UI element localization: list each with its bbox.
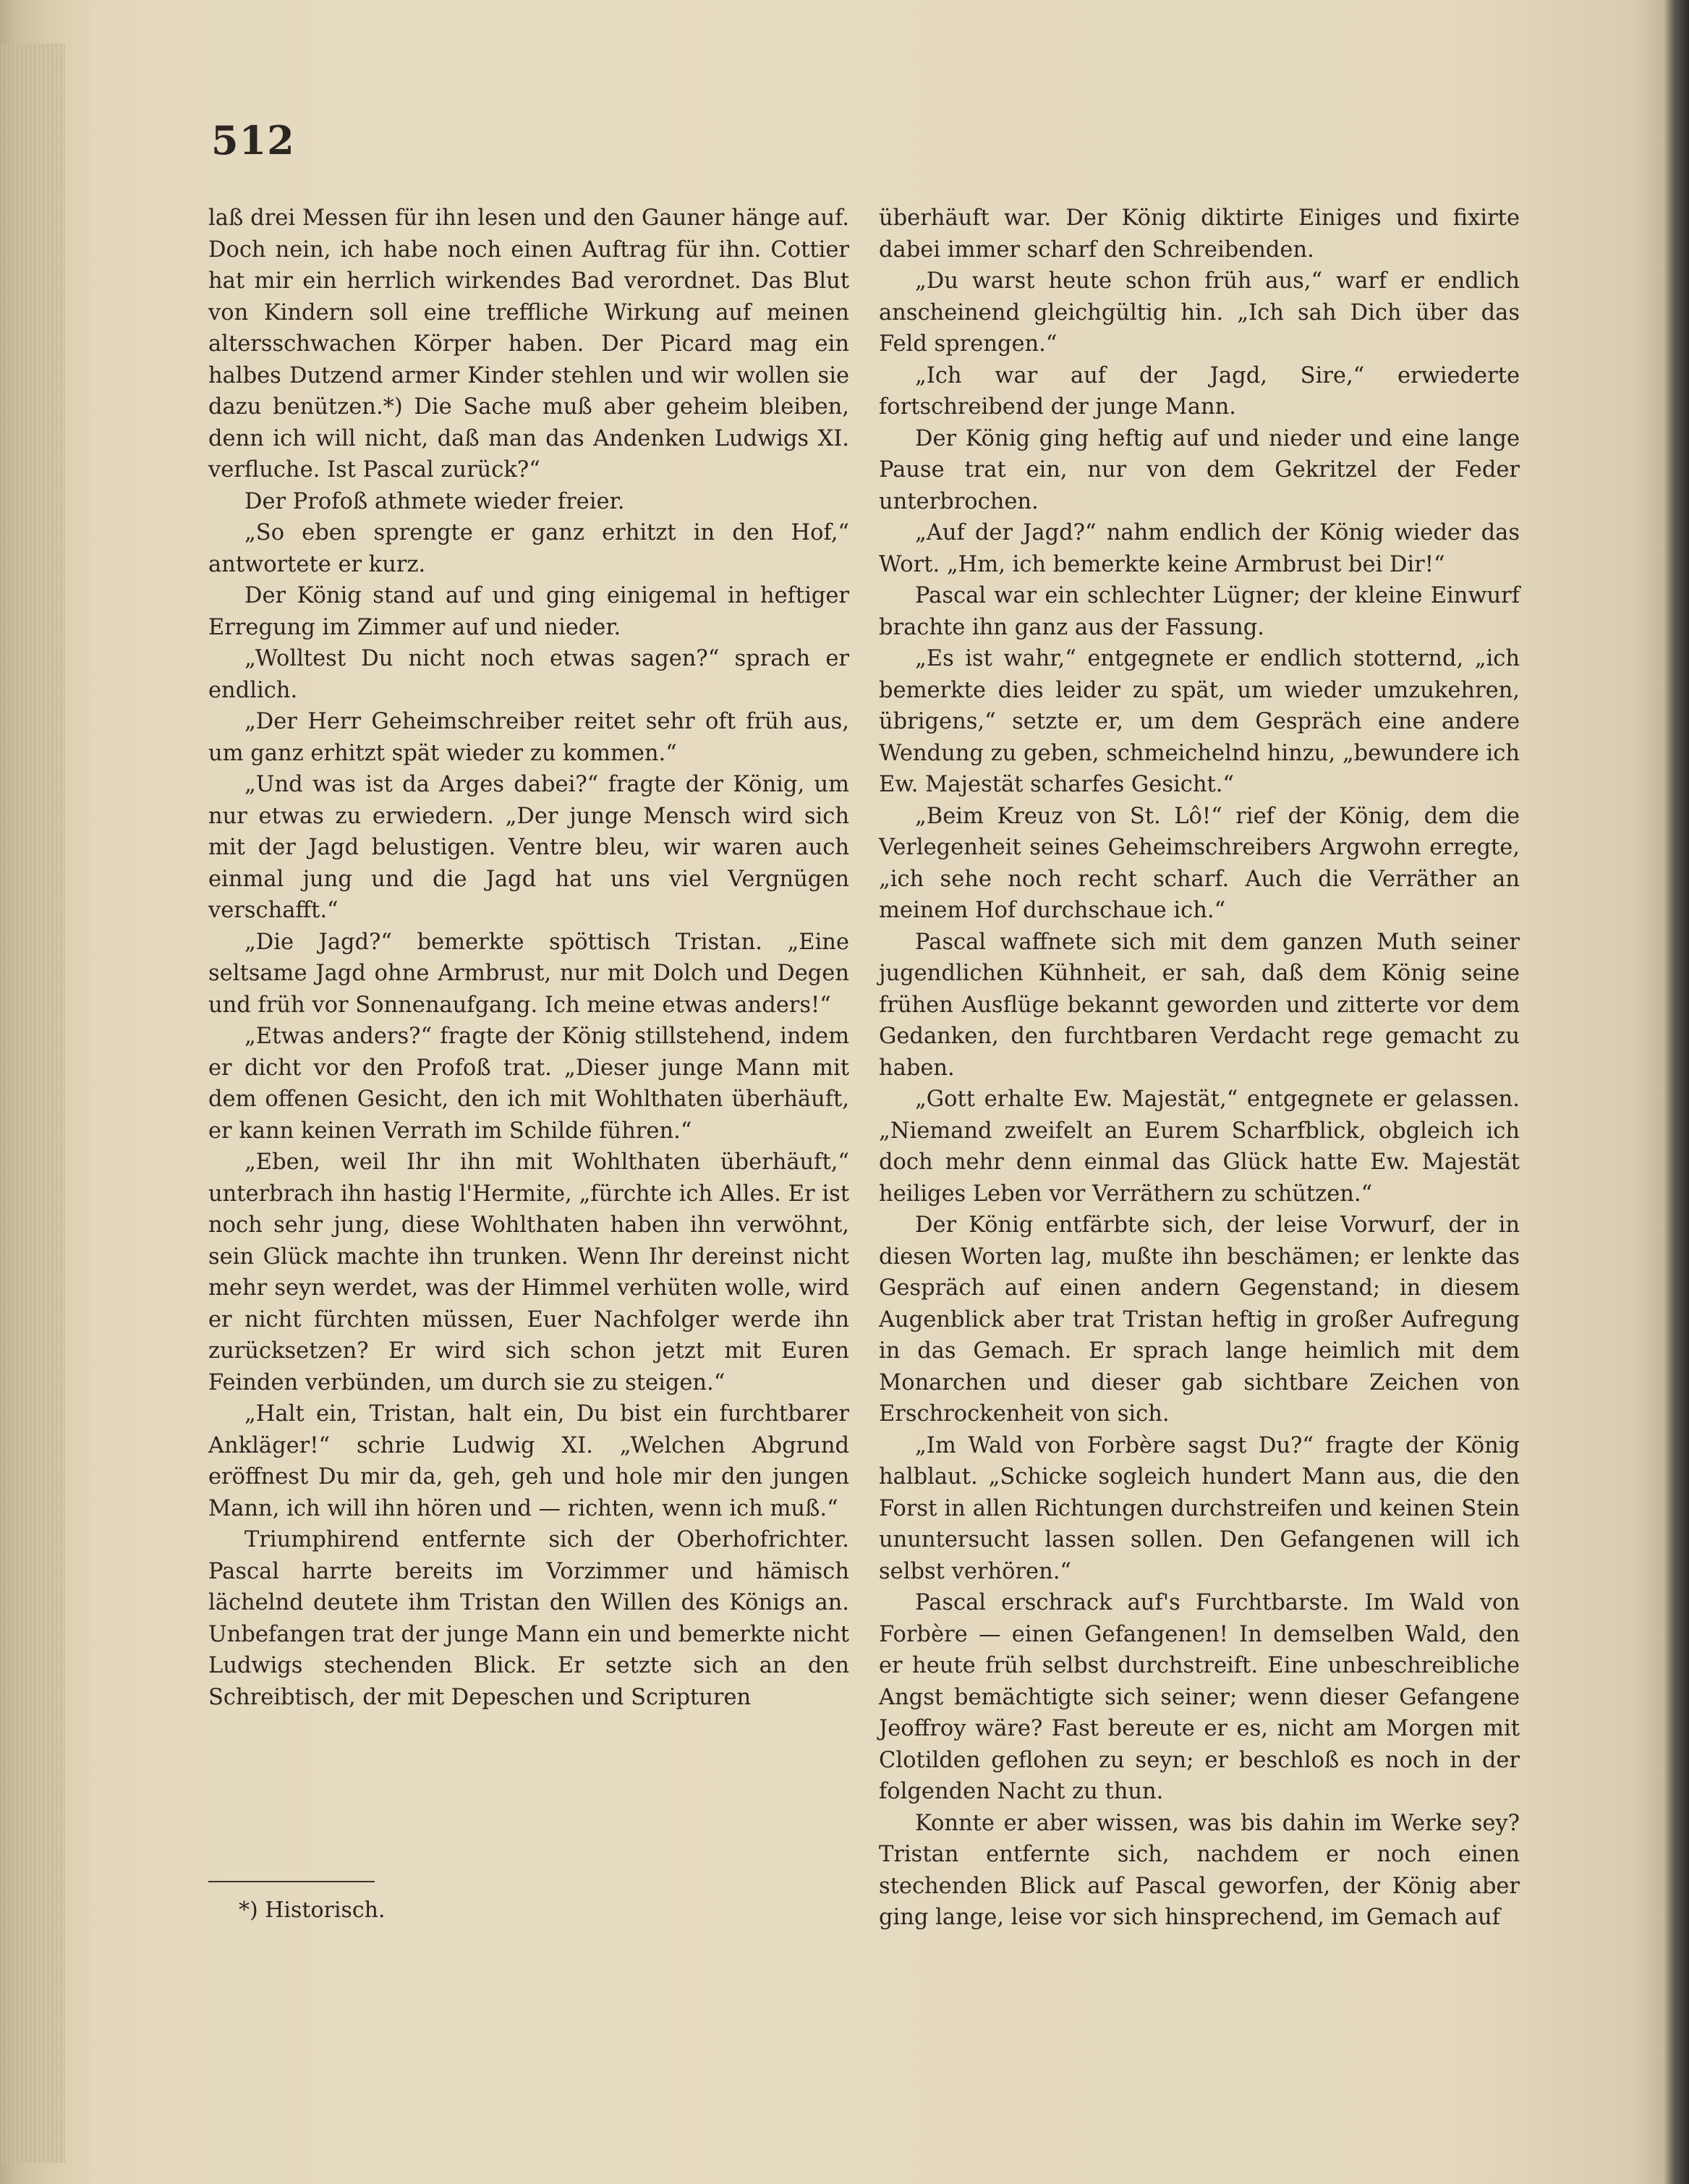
paragraph: Der König ging heftig auf und nieder und eine lange Pause trat ein, nur von dem Gekritzel der Feder unterbrochen. <box>879 425 1520 514</box>
paragraph: Pascal war ein schlechter Lügner; der kleine Einwurf brachte ihn ganz aus der Fassung. <box>879 583 1520 640</box>
paragraph: „Du warst heute schon früh aus,“ warf er endlich anscheinend gleichgültig hin. „Ich sah Dich über das Feld sprengen.“ <box>879 268 1520 357</box>
paragraph: „Im Wald von Forbère sagst Du?“ fragte der König halblaut. „Schicke sogleich hundert Mann aus, die den Forst in allen Richtungen durchstreifen und keinen Stein ununtersucht lassen sollen. Den Gefangenen will ich selbst verhören.“ <box>879 1432 1520 1584</box>
page-number: 512 <box>211 117 295 163</box>
paragraph: Pascal waffnete sich mit dem ganzen Muth seiner jugendlichen Kühnheit, er sah, daß dem König seine frühen Ausflüge bekannt geworden und zitterte vor dem Gedanken, den furchtbaren Verdacht rege gemacht zu haben. <box>879 929 1520 1081</box>
paragraph: Der König stand auf und ging einigemal in heftiger Erregung im Zimmer auf und nieder. <box>208 583 849 640</box>
paragraph: Konnte er aber wissen, was bis dahin im Werke sey? Tristan entfernte sich, nachdem er noch einen stechenden Blick auf Pascal geworfen, der König aber ging lange, leise vor sich hinsprechend, im Gemach auf <box>879 1810 1520 1930</box>
paragraph: „Der Herr Geheimschreiber reitet sehr oft früh aus, um ganz erhitzt spät wieder zu kommen.“ <box>208 709 849 766</box>
paragraph: „Es ist wahr,“ entgegnete er endlich stotternd, „ich bemerkte dies leider zu spät, um wieder umzukehren, übrigens,“ setzte er, um dem Gespräch eine andere Wendung zu geben, schmeichelnd hinzu, „bewundere ich Ew. Majestät scharfes Gesicht.“ <box>879 646 1520 797</box>
paragraph: „Halt ein, Tristan, halt ein, Du bist ein furchtbarer Ankläger!“ schrie Ludwig XI. „Welchen Abgrund eröffnest Du mir da, geh, geh und hole mir den jungen Mann, ich will ihn hören und — richten, wenn ich muß.“ <box>208 1401 849 1521</box>
footnote: *) Historisch. <box>239 1898 386 1923</box>
paragraph: laß drei Messen für ihn lesen und den Gauner hänge auf. Doch nein, ich habe noch einen Auftrag für ihn. Cottier hat mir ein herrlich wirkendes Bad verordnet. Das Blut von Kindern soll eine treffliche Wirkung auf meinen altersschwachen Körper haben. Der Picard mag ein halbes Dutzend armer Kinder stehlen und wir wollen sie dazu benützen.*) Die Sache muß aber geheim bleiben, denn ich will nicht, daß man das Andenken Ludwigs XI. verfluche. Ist Pascal zurück?“ <box>208 205 849 483</box>
paragraph: Der Profoß athmete wieder freier. <box>244 488 625 514</box>
paragraph: „Gott erhalte Ew. Majestät,“ entgegnete er gelassen. „Niemand zweifelt an Eurem Scharfblick, obgleich ich doch mehr denn einmal das Glück hatte Ew. Majestät heiliges Leben vor Verräthern zu schützen.“ <box>879 1087 1520 1207</box>
paragraph: „Die Jagd?“ bemerkte spöttisch Tristan. „Eine seltsame Jagd ohne Armbrust, nur mit Dolch und Degen und früh vor Sonnenaufgang. Ich meine etwas anders!“ <box>208 929 849 1018</box>
paragraph: „Ich war auf der Jagd, Sire,“ erwiederte fortschreibend der junge Mann. <box>879 362 1520 420</box>
paragraph: „Beim Kreuz von St. Lô!“ rief der König, dem die Verlegenheit seines Geheimschreibers Argwohn erregte, „ich sehe noch recht scharf. Auch die Verräther an meinem Hof durchschaue ich.“ <box>879 803 1520 923</box>
paragraph: „Etwas anders?“ fragte der König stillstehend, indem er dicht vor den Profoß trat. „Dieser junge Mann mit dem offenen Gesicht, den ich mit Wohlthaten überhäuft, er kann keinen Verrath im Schilde führen.“ <box>208 1024 849 1144</box>
right-column <box>879 203 1520 1934</box>
paragraph: Der König entfärbte sich, der leise Vorwurf, der in diesen Worten lag, mußte ihn beschämen; er lenkte das Gespräch auf einen andern Gegenstand; in diesem Augenblick aber trat Tristan heftig in großer Aufregung in das Gemach. Er sprach lange heimlich mit dem Monarchen und dieser gab sichtbare Zeichen von Erschrockenheit von sich. <box>879 1212 1520 1427</box>
left-column <box>208 203 849 1713</box>
page-stack-edge <box>0 43 65 2163</box>
paragraph: Pascal erschrack auf's Furchtbarste. Im Wald von Forbère — einen Gefangenen! In demselben Wald, den er heute früh selbst durchstreift. Eine unbeschreibliche Angst bemächtigte sich seiner; wenn dieser Gefangene Jeoffroy wäre? Fast bereute er es, nicht am Morgen mit Clotilden geflohen zu seyn; er beschloß es noch in der folgenden Nacht zu thun. <box>879 1590 1520 1804</box>
paragraph: „Und was ist da Arges dabei?“ fragte der König, um nur etwas zu erwiedern. „Der junge Mensch wird sich mit der Jagd belustigen. Ventre bleu, wir waren auch einmal jung und die Jagd hat uns viel Vergnügen verschafft.“ <box>208 772 849 923</box>
footnote-rule <box>208 1881 375 1882</box>
paragraph: „Eben, weil Ihr ihn mit Wohlthaten überhäuft,“ unterbrach ihn hastig l'Hermite, „fürchte ich Alles. Er ist noch sehr jung, diese Wohlthaten haben ihn verwöhnt, sein Glück machte ihn trunken. Wenn Ihr dereinst nicht mehr seyn werdet, was der Himmel verhüten wolle, wird er nicht fürchten müssen, Euer Nachfolger werde ihn zurücksetzen? Er wird sich schon jetzt mit Euren Feinden verbünden, um durch sie zu steigen.“ <box>208 1150 849 1395</box>
paragraph: „Wolltest Du nicht noch etwas sagen?“ sprach er endlich. <box>208 646 849 703</box>
paragraph: überhäuft war. Der König diktirte Einiges und fixirte dabei immer scharf den Schreibenden. <box>879 205 1520 263</box>
paragraph: „Auf der Jagd?“ nahm endlich der König wieder das Wort. „Hm, ich bemerkte keine Armbrust bei Dir!“ <box>879 520 1520 577</box>
paragraph: „So eben sprengte er ganz erhitzt in den Hof,“ antwortete er kurz. <box>208 520 849 577</box>
paragraph: Triumphirend entfernte sich der Oberhofrichter. Pascal harrte bereits im Vorzimmer und hämisch lächelnd deutete ihm Tristan den Willen des Königs an. Unbefangen trat der junge Mann ein und bemerkte nicht Ludwigs stechenden Blick. Er setzte sich an den Schreibtisch, der mit Depeschen und Scripturen <box>208 1527 849 1710</box>
